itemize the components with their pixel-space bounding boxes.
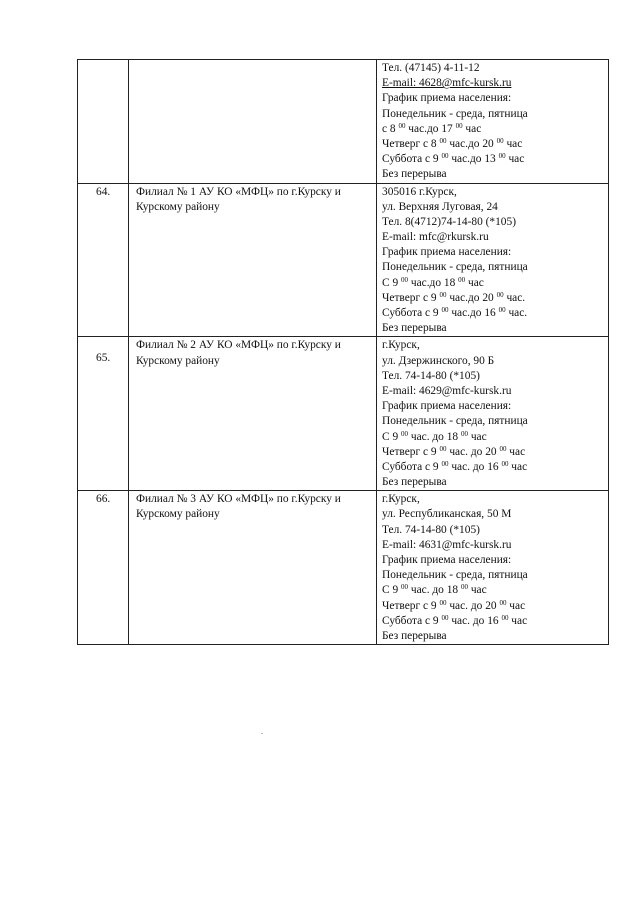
schedule-weekdays: с 8 $^{00}$ час.до 17 $^{00}$ час — [382, 121, 482, 135]
email-line: E-mail: 4631@mfc-kursk.ru — [382, 538, 512, 551]
weekdays-line: Понедельник - среда, пятница — [382, 261, 528, 274]
weekdays-line: Понедельник - среда, пятница — [382, 569, 528, 582]
branch-name: Филиал № 1 АУ КО «МФЦ» по г.Курску и Курскому району — [129, 183, 377, 337]
phone-line: Тел. 74-14-80 (*105) — [382, 369, 480, 382]
schedule-saturday: Суббота с 9 $^{00}$ час.до 13 $^{00}$ час — [382, 152, 525, 166]
phone-line: Тел. (47145) 4-11-12 — [382, 62, 480, 74]
branch-name: Филиал № 3 АУ КО «МФЦ» по г.Курску и Курскому району — [129, 491, 377, 645]
schedule-heading: График приема населения: — [382, 400, 512, 413]
email-line: E-mail: 4628@mfc-kursk.ru — [382, 77, 512, 90]
branch-info — [377, 183, 609, 337]
schedule-thursday: Четверг с 9 $^{00}$ час. до 20 $^{00}$ час — [382, 444, 526, 458]
branch-info — [377, 60, 609, 184]
email-line: E-mail: mfc@rkursk.ru — [382, 231, 489, 244]
street-line: ул. Республиканская, 50 М — [382, 508, 512, 521]
scan-speck — [261, 733, 263, 734]
phone-line: Тел. 74-14-80 (*105) — [382, 523, 480, 536]
mfc-branches-table — [77, 59, 609, 645]
city-line: г.Курск, — [382, 339, 420, 352]
email-line: E-mail: 4629@mfc-kursk.ru — [382, 384, 512, 397]
no-break-line: Без перерыва — [382, 322, 447, 335]
branch-info — [377, 337, 609, 491]
phone-line: Тел. 8(4712)74-14-80 (*105) — [382, 215, 516, 228]
schedule-saturday: Суббота с 9 $^{00}$ час. до 16 $^{00}$ час — [382, 613, 528, 627]
schedule-heading: График приема населения: — [382, 554, 512, 566]
branch-name — [129, 60, 377, 184]
street-line: ул. Дзержинского, 90 Б — [382, 354, 495, 367]
row-number — [78, 60, 129, 184]
schedule-thursday: Четверг с 9 $^{00}$ час.до 20 $^{00}$ час. — [382, 290, 526, 304]
schedule-thursday: Четверг с 8 $^{00}$ час.до 20 $^{00}$ час — [382, 136, 523, 150]
branch-name: Филиал № 2 АУ КО «МФЦ» по г.Курску и Курскому району — [129, 337, 377, 491]
row-number: 64. — [78, 183, 129, 337]
schedule-thursday: Четверг с 9 $^{00}$ час. до 20 $^{00}$ час — [382, 598, 526, 612]
street-line: ул. Верхняя Луговая, 24 — [382, 200, 498, 213]
row-number: 66. — [78, 491, 129, 645]
schedule-saturday: Суббота с 9 $^{00}$ час. до 16 $^{00}$ час — [382, 459, 528, 473]
table-row — [78, 60, 609, 184]
table-row — [78, 183, 609, 337]
weekdays-line: Понедельник - среда, пятница — [382, 415, 528, 428]
no-break-line: Без перерыва — [382, 168, 447, 181]
schedule-saturday: Суббота с 9 $^{00}$ час.до 16 $^{00}$ час. — [382, 306, 528, 319]
postal-line: 305016 г.Курск, — [382, 185, 457, 198]
row-number: 65. — [78, 337, 129, 491]
branch-info — [377, 491, 609, 645]
no-break-line: Без перерыва — [382, 476, 447, 489]
no-break-line: Без перерыва — [382, 629, 447, 642]
weekdays-line: Понедельник - среда, пятница — [382, 107, 528, 120]
schedule-heading: График приема населения: — [382, 246, 512, 259]
table-row — [78, 337, 609, 491]
schedule-weekdays: С 9 $^{00}$ час. до 18 $^{00}$ час — [382, 583, 487, 597]
schedule-weekdays: С 9 $^{00}$ час. до 18 $^{00}$ час — [382, 429, 487, 443]
city-line: г.Курск, — [382, 493, 420, 506]
table-row — [78, 491, 609, 645]
schedule-weekdays: С 9 $^{00}$ час.до 18 $^{00}$ час — [382, 275, 484, 289]
schedule-heading: График приема населения: — [382, 92, 512, 105]
